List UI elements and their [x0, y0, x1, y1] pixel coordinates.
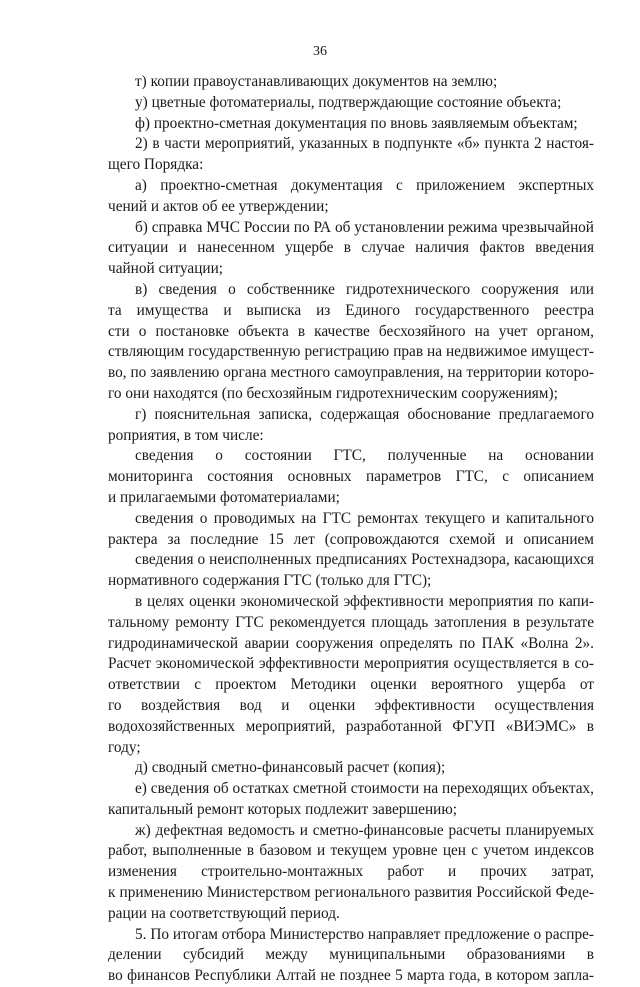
- text-line: нормативного содержания ГТС (только для ГТС);: [108, 572, 432, 590]
- text-line: тальному ремонту ГТС рекомендуется площадь затопления в результате: [108, 613, 594, 631]
- text-line: а) проектно-сметная документация с приложением экспертных: [135, 176, 594, 194]
- page-number: 36: [313, 44, 327, 59]
- text-line: работ, выполненные в базовом и текущем уровне цен с учетом индексов: [108, 842, 594, 860]
- text-line: и прилагаемыми фотоматериалами;: [108, 488, 340, 506]
- text-line: го они находятся (по бесхозяйным гидротехническим сооружениям);: [108, 384, 558, 402]
- text-line: роприятия, в том числе:: [108, 426, 264, 444]
- text-line: сти о постановке объекта в качестве бесхозяйного на учет органом,: [108, 322, 594, 340]
- text-line: рактера за последние 15 лет (сопровождаются схемой и описанием: [108, 530, 594, 548]
- text-line: г) пояснительная записка, содержащая обоснование предлагаемого: [135, 405, 594, 423]
- text-line: ответствии с проектом Методики оценки вероятного ущерба от: [108, 676, 594, 694]
- text-line: изменения строительно-монтажных работ и прочих затрат,: [108, 863, 594, 881]
- text-line: 5. По итогам отбора Министерство направляет предложение о распре-: [135, 925, 594, 943]
- text-line: чайной ситуации;: [108, 260, 224, 278]
- text-line: в целях оценки экономической эффективности мероприятия по капи-: [135, 592, 594, 610]
- text-line: гидродинамической аварии сооружения определять по ПАК «Волна 2».: [108, 634, 594, 652]
- text-line: у) цветные фотоматериалы, подтверждающие состояние объекта;: [135, 93, 562, 111]
- text-line: ствляющим государственную регистрацию прав на недвижимое имущест-: [108, 343, 594, 361]
- text-line: д) сводный сметно-финансовый расчет (копия);: [135, 759, 446, 777]
- text-line: ж) дефектная ведомость и сметно-финансовые расчеты планируемых: [135, 821, 594, 839]
- text-line: сведения о состоянии ГТС, полученные на основании: [135, 447, 594, 465]
- text-line: сведения о проводимых на ГТС ремонтах текущего и капитального: [135, 509, 594, 527]
- text-line: водохозяйственных мероприятий, разработанной ФГУП «ВИЭМС» в: [108, 717, 594, 735]
- text-line: т) копии правоустанавливающих документов на землю;: [135, 73, 498, 90]
- text-line: году;: [108, 738, 141, 756]
- text-line: е) сведения об остатках сметной стоимости на переходящих объектах,: [135, 780, 594, 798]
- text-line: делении субсидий между муниципальными образованиями в: [108, 946, 594, 964]
- text-line: та имущества и выписка из Единого государственного реестра: [108, 301, 594, 319]
- text-line: капитальный ремонт которых подлежит завершению;: [108, 800, 458, 818]
- text-line: во финансов Республики Алтай не позднее 5 марта года, в котором запла-: [108, 967, 594, 985]
- text-line: во, по заявлению органа местного самоуправления, на территории которо-: [108, 364, 594, 382]
- text-line: сведения о неисполненных предписаниях Ростехнадзора, касающихся: [135, 551, 594, 569]
- text-line: рации на соответствующий период.: [108, 904, 340, 922]
- text-line: щего Порядка:: [108, 156, 204, 174]
- document-body: [108, 72, 594, 987]
- text-line: в) сведения о собственнике гидротехнического сооружения или: [135, 280, 594, 298]
- text-line: 2) в части мероприятий, указанных в подпункте «б» пункта 2 настоя-: [135, 135, 594, 153]
- text-line: ф) проектно-сметная документация по вновь заявляемым объектам;: [135, 114, 578, 132]
- text-line: го воздействия вод и оценки эффективности осуществления: [108, 696, 594, 714]
- text-line: мониторинга состояния основных параметров ГТС, с описанием: [108, 468, 594, 486]
- text-line: б) справка МЧС России по РА об установлении режима чрезвычайной: [135, 218, 594, 236]
- text-line: чений и актов об ее утверждении;: [108, 197, 329, 215]
- text-line: к применению Министерством регионального развития Российской Феде-: [108, 884, 594, 902]
- text-line: ситуации и нанесенном ущербе в случае наличия фактов введения: [108, 239, 594, 257]
- text-line: Расчет экономической эффективности мероприятия осуществляется в со-: [108, 655, 594, 673]
